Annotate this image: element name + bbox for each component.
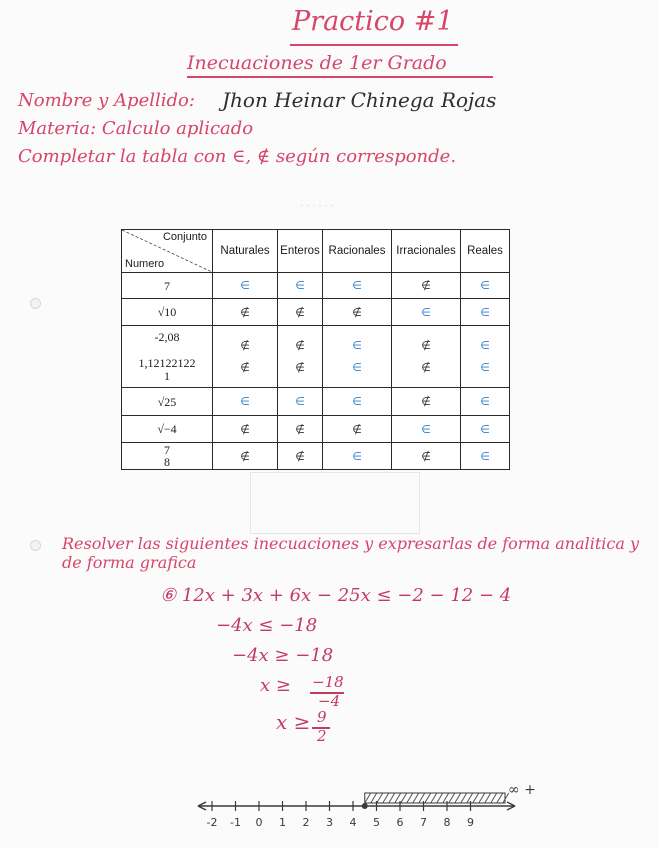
solution-hatch — [443, 793, 449, 803]
equation-step: −4x ≥ −18 — [232, 645, 334, 666]
solution-hatch — [467, 793, 473, 803]
fraction-denominator: 2 — [317, 727, 327, 745]
membership-cell: ∈ — [461, 273, 510, 299]
solution-hatch — [377, 793, 383, 803]
tick-label: 1 — [279, 816, 286, 829]
table-row — [122, 443, 510, 470]
table-corner-cell — [122, 230, 213, 273]
fraction-denominator: −4 — [318, 692, 341, 710]
solution-hatch — [461, 793, 467, 803]
membership-cell: ∈ — [278, 273, 323, 299]
subtitle-underline — [187, 76, 493, 78]
solution-hatch — [491, 793, 497, 803]
infinity-label: ∞ + — [508, 782, 536, 798]
tick-label: 2 — [302, 816, 310, 829]
solution-hatch — [389, 793, 395, 803]
solution-hatch — [371, 793, 377, 803]
row-label: -2,08 1,12122122 1 — [122, 326, 213, 388]
membership-cell: ∉ — [213, 299, 278, 326]
membership-cell: ∉ — [323, 299, 392, 326]
tick-label: 3 — [326, 816, 333, 829]
membership-cell: ∈ — [461, 443, 510, 470]
membership-cell: ∈ — [461, 388, 510, 416]
membership-cell: ∈ — [213, 273, 278, 299]
page-title: Practico #1 — [292, 6, 454, 37]
membership-cell: ∉ — [392, 443, 461, 470]
column-header: Naturales — [213, 230, 278, 273]
membership-cell: ∉ — [213, 443, 278, 470]
corner-label-number: Numero — [125, 258, 165, 270]
column-header: Racionales — [323, 230, 392, 273]
membership-cell: ∈ ∈ — [323, 326, 392, 388]
membership-cell: ∉ — [213, 416, 278, 443]
membership-cell: ∉ — [392, 273, 461, 299]
solution-hatch — [479, 793, 485, 803]
fraction-numerator: −18 — [312, 673, 344, 691]
solution-hatch — [365, 793, 371, 803]
membership-cell: ∈ — [323, 443, 392, 470]
equation-step: x ≥ — [276, 710, 311, 734]
tick-label: 0 — [255, 816, 263, 829]
equation-step: ⑥ 12x + 3x + 6x − 25x ≤ −2 − 12 − 4 — [160, 585, 512, 606]
equation-step: −4x ≤ −18 — [216, 615, 318, 636]
fraction-numerator: 9 — [317, 708, 327, 726]
exercise-instruction: Resolver las siguientes inecuaciones y expresarlas de forma analitica y de forma grafica — [62, 534, 640, 572]
solution-hatch — [431, 793, 437, 803]
row-label: 7 — [122, 273, 213, 299]
membership-cell: ∈ — [392, 299, 461, 326]
tick-label: 8 — [443, 816, 451, 829]
solution-hatch — [401, 793, 407, 803]
row-label: √−4 — [122, 416, 213, 443]
title-underline — [290, 44, 458, 46]
membership-cell: ∉ — [392, 388, 461, 416]
row-label: √25 — [122, 388, 213, 416]
solution-hatch — [449, 793, 455, 803]
name-label: Nombre y Apellido: — [18, 90, 195, 111]
solution-hatch — [497, 793, 503, 803]
membership-cell: ∈ — [392, 416, 461, 443]
punch-hole — [30, 298, 41, 309]
ghost-box — [250, 472, 420, 534]
tick-label: -1 — [230, 816, 241, 829]
table-row — [122, 326, 510, 388]
name-value: Jhon Heinar Chinega Rojas — [222, 88, 497, 112]
column-header: Enteros — [278, 230, 323, 273]
equation-step: x ≥ — [260, 675, 291, 696]
membership-cell: ∈ — [323, 273, 392, 299]
membership-cell: ∈ — [323, 388, 392, 416]
membership-cell: ∉ ∉ — [278, 326, 323, 388]
tick-label: 6 — [396, 816, 404, 829]
solution-hatch — [425, 793, 431, 803]
closed-endpoint — [362, 803, 368, 809]
tick-label: 7 — [420, 816, 427, 829]
solution-hatch — [485, 793, 491, 803]
membership-cell: ∈ — [278, 388, 323, 416]
solution-hatch — [383, 793, 389, 803]
tick-label: 9 — [467, 816, 474, 829]
membership-cell: ∈ ∈ — [461, 326, 510, 388]
membership-table — [121, 229, 510, 470]
table-header-row — [122, 230, 510, 273]
membership-cell: ∉ — [323, 416, 392, 443]
table-row — [122, 299, 510, 326]
punch-hole — [30, 540, 41, 551]
row-label: 7 8 — [122, 443, 213, 470]
column-header: Reales — [461, 230, 510, 273]
tick-label: -2 — [206, 816, 218, 829]
solution-hatch — [455, 793, 461, 803]
table-row — [122, 388, 510, 416]
membership-cell: ∈ — [461, 416, 510, 443]
corner-label-set: Conjunto — [162, 231, 207, 243]
membership-cell: ∉ — [278, 416, 323, 443]
instruction-line: Completar la tabla con ∈, ∉ según corresponde. — [18, 146, 457, 167]
membership-cell: ∉ ∉ — [213, 326, 278, 388]
membership-cell: ∈ — [461, 299, 510, 326]
table-row — [122, 416, 510, 443]
tick-label: 5 — [373, 816, 380, 829]
membership-cell: ∉ — [278, 299, 323, 326]
number-line — [190, 778, 550, 838]
tick-label: 4 — [349, 816, 357, 829]
row-label: √10 — [122, 299, 213, 326]
table-body — [122, 273, 510, 470]
solution-hatch — [437, 793, 443, 803]
solution-hatch — [473, 793, 479, 803]
membership-cell: ∈ — [213, 388, 278, 416]
solution-hatch — [407, 793, 413, 803]
membership-cell: ∉ ∉ — [392, 326, 461, 388]
column-header: Irracionales — [392, 230, 461, 273]
solution-hatch — [413, 793, 419, 803]
subject-line: Materia: Calculo aplicado — [18, 118, 254, 139]
page-subtitle: Inecuaciones de 1er Grado — [187, 52, 447, 74]
ghost-text: · · · · · · — [300, 200, 334, 211]
table-row — [122, 273, 510, 299]
membership-cell: ∉ — [278, 443, 323, 470]
